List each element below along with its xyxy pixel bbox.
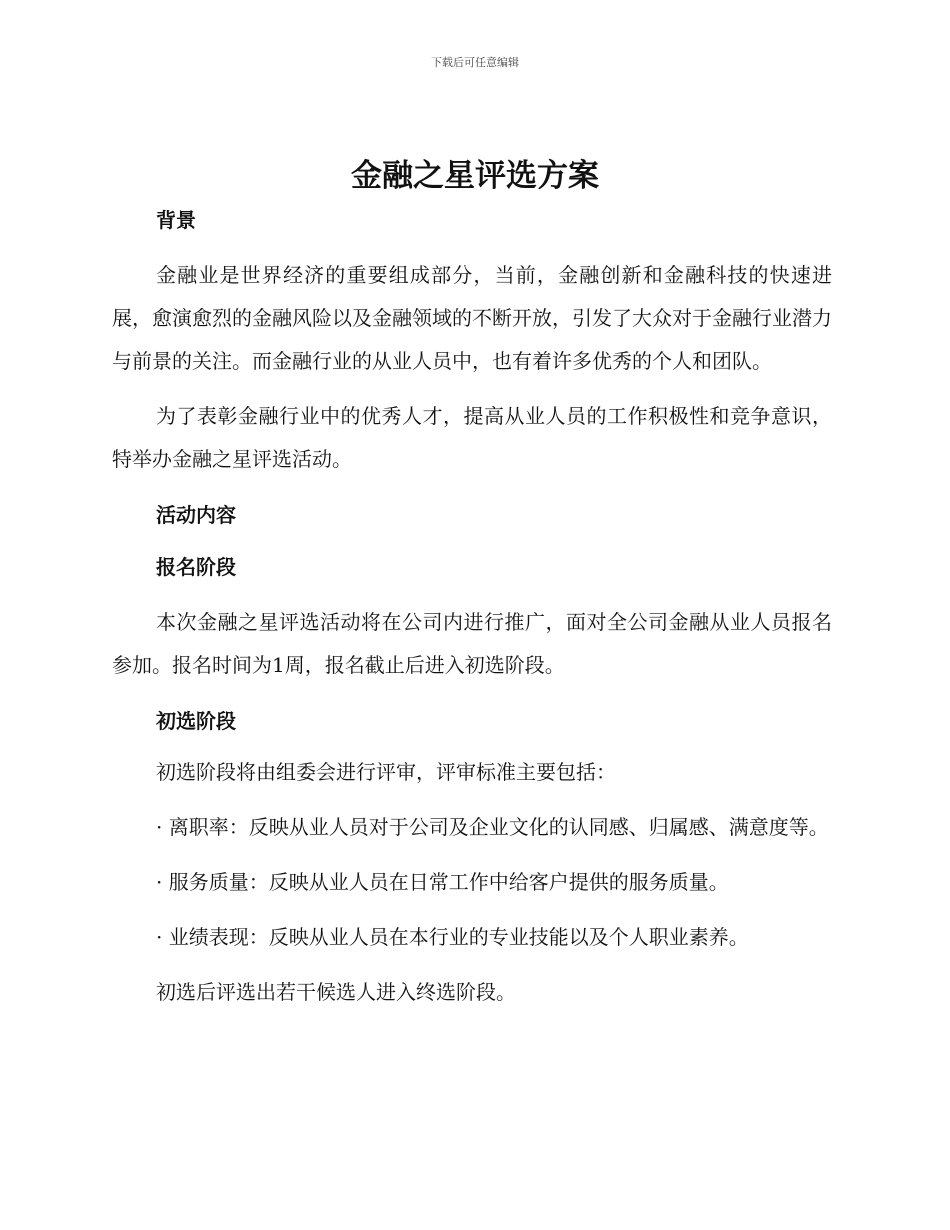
criteria-item-turnover: · 离职率：反映从业人员对于公司及企业文化的认同感、归属感、满意度等。 [156, 815, 829, 839]
section-heading-activity: 活动内容 [156, 503, 236, 527]
criteria-item-performance: · 业绩表现：反映从业人员在本行业的专业技能以及个人职业素养。 [156, 925, 749, 949]
header-note: 下载后可任意编辑 [431, 56, 519, 69]
paragraph-background-1: 金融业是世界经济的重要组成部分，当前，金融创新和金融科技的快速进展，愈演愈烈的金融风险以及金融领域的不断开放，引发了大众对于金融行业潜力与前景的关注。而金融行业的从业人员中，也有着许多优秀的个人和团队。 [112, 263, 832, 373]
paragraph-signup: 本次金融之星评选活动将在公司内进行推广，面对全公司金融从业人员报名参加。报名时间为1周，报名截止后进入初选阶段。 [112, 610, 832, 677]
section-heading-background: 背景 [156, 208, 196, 232]
section-heading-signup: 报名阶段 [156, 555, 236, 579]
paragraph-prelim-outro: 初选后评选出若干候选人进入终选阶段。 [156, 980, 516, 1004]
criteria-item-service: · 服务质量：反映从业人员在日常工作中给客户提供的服务质量。 [156, 870, 729, 894]
document-body [112, 202, 832, 1014]
paragraph-background-2: 为了表彰金融行业中的优秀人才，提高从业人员的工作积极性和竞争意识，特举办金融之星评选活动。 [112, 404, 832, 471]
section-heading-prelim: 初选阶段 [156, 709, 236, 733]
paragraph-prelim-intro: 初选阶段将由组委会进行评审，评审标准主要包括： [156, 760, 616, 784]
document-title: 金融之星评选方案 [351, 158, 599, 194]
